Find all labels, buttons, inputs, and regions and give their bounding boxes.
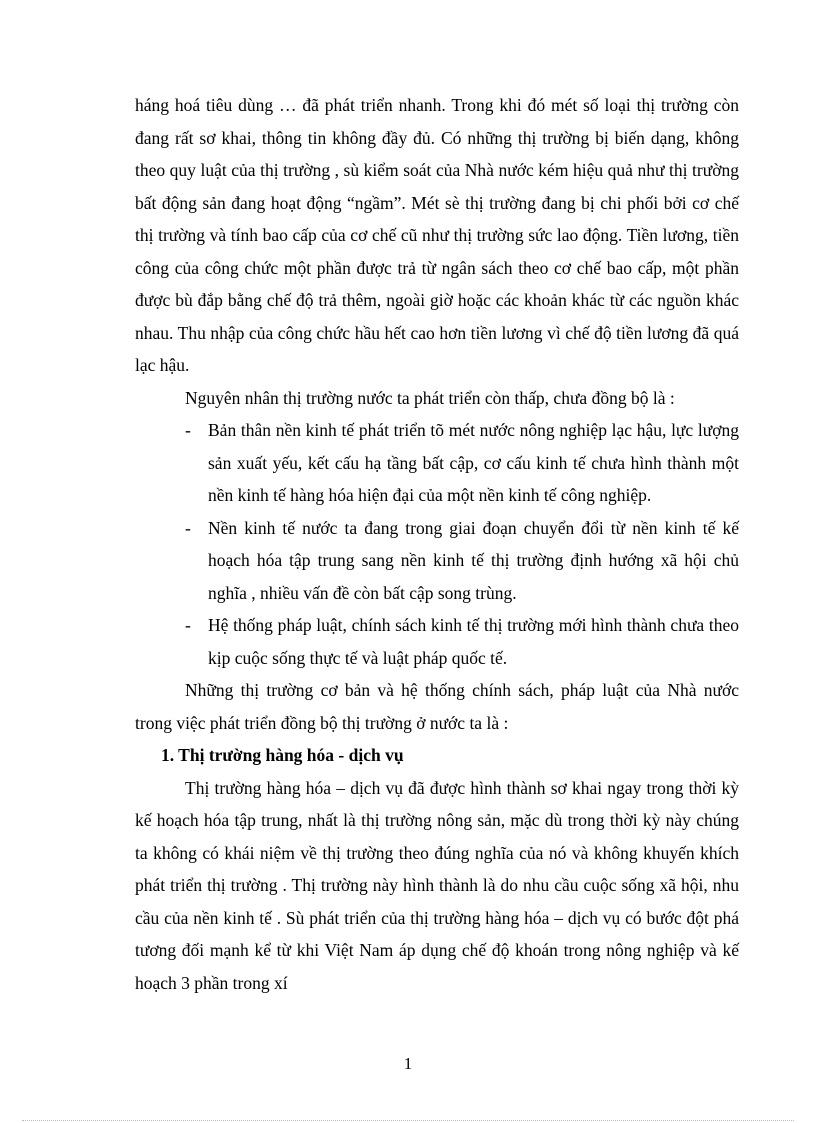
page-bottom-divider: [22, 1120, 794, 1121]
list-marker: -: [185, 615, 191, 635]
paragraph-goods-services-market: Thị trường hàng hóa – dịch vụ đã được hình thành sơ khai ngay trong thời kỳ kế hoạch hóa tập trung, nhất là thị trường nông sản, mặc dù trong thời kỳ này chúng ta không có khái niệm về thị trường theo đúng nghĩa của nó và không khuyến khích phát triển thị trường . Thị trường này hình thành là do nhu cầu cuộc sống xã hội, nhu cầu của nền kinh tế . Sù phát triển của thị trường hàng hóa – dịch vụ có bước đột phá tương đối mạnh kể từ khi Việt Nam áp dụng chế độ khoán trong nông nghiệp và kế hoạch 3 phần trong xí: [135, 777, 739, 993]
page-number: 1: [403, 1054, 413, 1073]
list-item: [135, 414, 739, 512]
list-item-text: Hệ thống pháp luật, chính sách kinh tế thị trường mới hình thành chưa theo kịp cuộc sống thực tế và luật pháp quốc tế.: [208, 615, 739, 668]
paragraph-causes-intro: Nguyên nhân thị trường nước ta phát triển còn thấp, chưa đồng bộ là :: [185, 387, 675, 408]
list-marker: -: [185, 517, 191, 538]
causes-list: [135, 414, 739, 674]
paragraph-market-status: háng hoá tiêu dùng … đã phát triển nhanh. Trong khi đó mét số loại thị trường còn đang rất sơ khai, thông tin không đầy đủ. Có những thị trường bị biến dạng, không theo quy luật của thị trường , sù kiểm soát của Nhà nước kém hiệu quả như thị trường bất động sản đang hoạt động “ngầm”. Mét sè thị trường đang bị chi phối bởi cơ chế thị trường và tính bao cấp của cơ chế cũ như thị trường sức lao động. Tiền lương, tiền công của công chức một phần được trả từ ngân sách theo cơ chế bao cấp, một phần được bù đắp bằng chế độ trả thêm, ngoài giờ hoặc các khoản khác từ các nguồn khác nhau. Thu nhập của công chức hầu hết cao hơn tiền lương vì chế độ tiền lương đã quá lạc hậu.: [135, 95, 739, 375]
list-item: [135, 512, 739, 610]
document-page: [135, 89, 739, 999]
list-marker: -: [185, 420, 191, 440]
section-heading: 1. Thị trường hàng hóa - dịch vụ: [161, 745, 404, 765]
list-item-text: Nền kinh tế nước ta đang trong giai đoạn chuyển đổi từ nền kinh tế kế hoạch hóa tập trung sang nền kinh tế thị trường định hướng xã hội chủ nghĩa , nhiều vấn đề còn bất cập song trùng.: [208, 517, 739, 603]
list-item-text: Bản thân nền kinh tế phát triển tõ mét nước nông nghiệp lạc hậu, lực lượng sản xuất yếu, kết cấu hạ tầng bất cập, cơ cấu kinh tế chưa hình thành một nền kinh tế hàng hóa hiện đại của một nền kinh tế công nghiệp.: [208, 420, 739, 505]
list-item: [135, 609, 739, 674]
paragraph-basic-markets: Những thị trường cơ bản và hệ thống chính sách, pháp luật của Nhà nước trong việc phát triển đồng bộ thị trường ở nước ta là :: [135, 680, 739, 733]
